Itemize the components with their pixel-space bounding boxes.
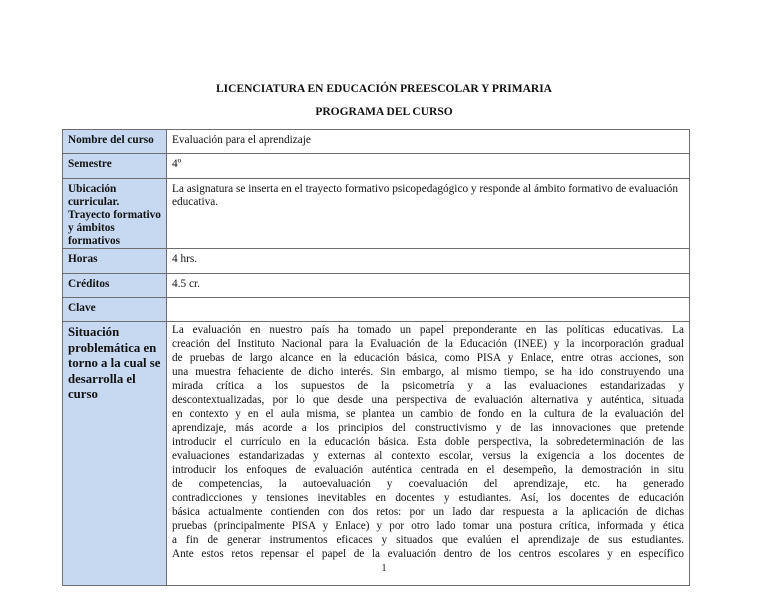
paragraph-line: básica actualmente contienden con dos retos: por un lado dar respuesta a la aplicación de dichas [172, 506, 684, 518]
paragraph-line: descontextualizadas, por lo que desde una perspectiva de evaluación alternativa y auténtica, situada [172, 394, 684, 406]
paragraph-line: de competencias, la autoevaluación y coevaluación del aprendizaje, etc. ha generado [172, 478, 684, 490]
row-label: Semestre [63, 154, 167, 179]
table-row [63, 249, 690, 274]
paragraph-line: mirada crítica a los supuestos de la psicometría y a las evaluaciones estandarizadas y [172, 380, 684, 392]
row-value: La asignatura se inserta en el trayecto formativo psicopedagógico y responde al ámbito formativo de evaluación educativa. [167, 179, 690, 249]
row-label: Horas [63, 249, 167, 274]
table-row [63, 274, 690, 298]
paragraph-line: en contexto y en el aula misma, se plantea un cambio de fondo en la cultura de la evaluación del [172, 408, 684, 420]
paragraph-line: introducir el currículo en la educación básica. Esta doble perspectiva, la sobredeterminación de las [172, 436, 684, 448]
paragraph-line: una muestra fehaciente de dicho interés. Sin embargo, al mismo tiempo, se ha ido construyendo una [172, 366, 684, 378]
paragraph-line: Ante estos retos repensar el papel de la evaluación dentro de los centros escolares y en específico [172, 548, 684, 560]
paragraph-line: a fin de generar instrumentos eficaces y situados que evalúen el aprendizaje de sus estudiantes. [172, 534, 684, 546]
row-value [167, 298, 690, 322]
paragraph-line: de pruebas de largo alcance en la educación básica, como PISA y Enlace, entre otras acciones, son [172, 352, 684, 364]
paragraph-line: creación del Instituto Nacional para la Evaluación de la Educación (INEE) y la incorporación gradual [172, 338, 684, 350]
table-row [63, 154, 690, 179]
situacion-paragraph [167, 322, 690, 586]
row-value: Evaluación para el aprendizaje [167, 130, 690, 154]
row-label: Situación problemática en torno a la cual se desarrolla el curso [63, 322, 167, 586]
table-row [63, 179, 690, 249]
page-number: 1 [381, 563, 387, 574]
paragraph-line: evaluaciones estandarizadas y externas al contexto escolar, versus la exigencia a los docentes de [172, 450, 684, 462]
row-value: 4 hrs. [167, 249, 690, 274]
paragraph-line: introducir los enfoques de evaluación auténtica centrada en el desempeño, la demostración in situ [172, 464, 684, 476]
row-label: Créditos [63, 274, 167, 298]
paragraph-line: pruebas (principalmente PISA y Enlace) y por otro lado tomar una postura crítica, informada y ética [172, 520, 684, 532]
row-label: Ubicación curricular. Trayecto formativo y ámbitos formativos [63, 179, 167, 249]
course-info-table [62, 129, 690, 586]
row-value: 4.5 cr. [167, 274, 690, 298]
table-row [63, 322, 690, 586]
paragraph-line: contradicciones y tensiones inevitables en docentes y estudiantes. Así, los docentes de educación [172, 492, 684, 504]
paragraph-line: La evaluación en nuestro país ha tomado un papel preponderante en las políticas educativas. La [172, 324, 684, 336]
table-row [63, 130, 690, 154]
row-value: 4º [167, 154, 690, 179]
document-subtitle: PROGRAMA DEL CURSO [315, 106, 453, 118]
table-row [63, 298, 690, 322]
document-title: LICENCIATURA EN EDUCACIÓN PREESCOLAR Y PRIMARIA [216, 83, 552, 95]
row-label: Clave [63, 298, 167, 322]
paragraph-line: aprendizaje, más acorde a los principios del constructivismo y de las innovaciones que pretende [172, 422, 684, 434]
row-label: Nombre del curso [63, 130, 167, 154]
